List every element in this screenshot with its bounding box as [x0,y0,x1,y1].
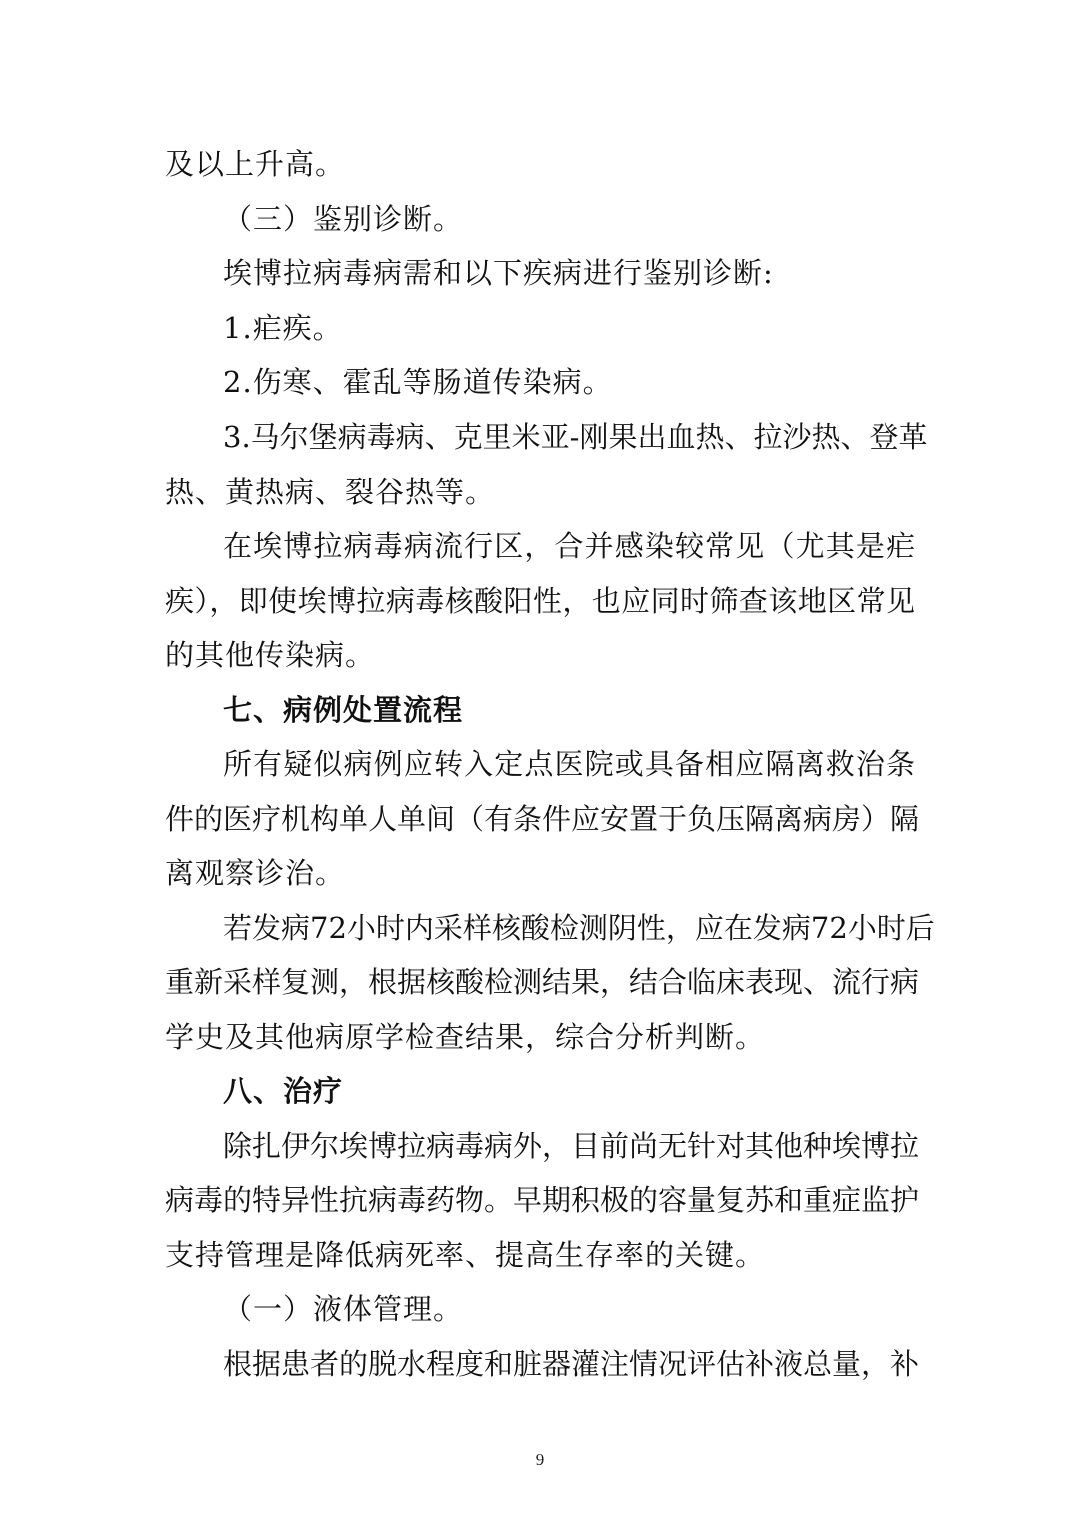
list-item: 3.马尔堡病毒病、克里米亚-刚果出血热、拉沙热、登革 [223,420,928,454]
paragraph-line: 根据患者的脱水程度和脏器灌注情况评估补液总量，补 [223,1347,920,1381]
paragraph-line: 离观察诊治。 [165,856,346,890]
paragraph-line: 所有疑似病例应转入定点医院或具备相应隔离救治条 [223,747,915,781]
subheading-fluid-management: （一）液体管理。 [223,1292,464,1326]
paragraph-line: 埃博拉病毒病需和以下疾病进行鉴别诊断: [223,256,774,290]
paragraph-line: 的其他传染病。 [165,638,376,672]
paragraph-line: 病毒的特异性抗病毒药物。早期积极的容量复苏和重症监护 [165,1183,920,1217]
list-item-continuation: 热、黄热病、裂谷热等。 [165,475,496,509]
paragraph-line: 件的医疗机构单人单间（有条件应安置于负压隔离病房）隔 [165,802,920,836]
list-item: 2.伤寒、霍乱等肠道传染病。 [223,365,613,399]
paragraph-line: 若发病72小时内采样核酸检测阴性，应在发病72小时后 [223,911,935,945]
paragraph-line: 重新采样复测，根据核酸检测结果，结合临床表现、流行病 [165,965,920,999]
paragraph-continuation: 及以上升高。 [165,147,346,181]
paragraph-line: 除扎伊尔埃博拉病毒病外，目前尚无针对其他种埃博拉 [223,1129,920,1163]
paragraph-line: 支持管理是降低病死率、提高生存率的关键。 [165,1238,766,1272]
paragraph-line: 疾），即使埃博拉病毒核酸阳性，也应同时筛查该地区常见 [165,584,915,618]
subheading-differential-diagnosis: （三）鉴别诊断。 [223,202,464,236]
section-heading-case-handling: 七、病例处置流程 [223,693,464,727]
section-heading-treatment: 八、治疗 [223,1074,344,1108]
list-item: 1.疟疾。 [223,311,343,345]
paragraph-line: 在埃博拉病毒病流行区，合并感染较常见（尤其是疟 [223,529,915,563]
page-number: 9 [535,1450,545,1469]
paragraph-line: 学史及其他病原学检查结果，综合分析判断。 [165,1020,766,1054]
